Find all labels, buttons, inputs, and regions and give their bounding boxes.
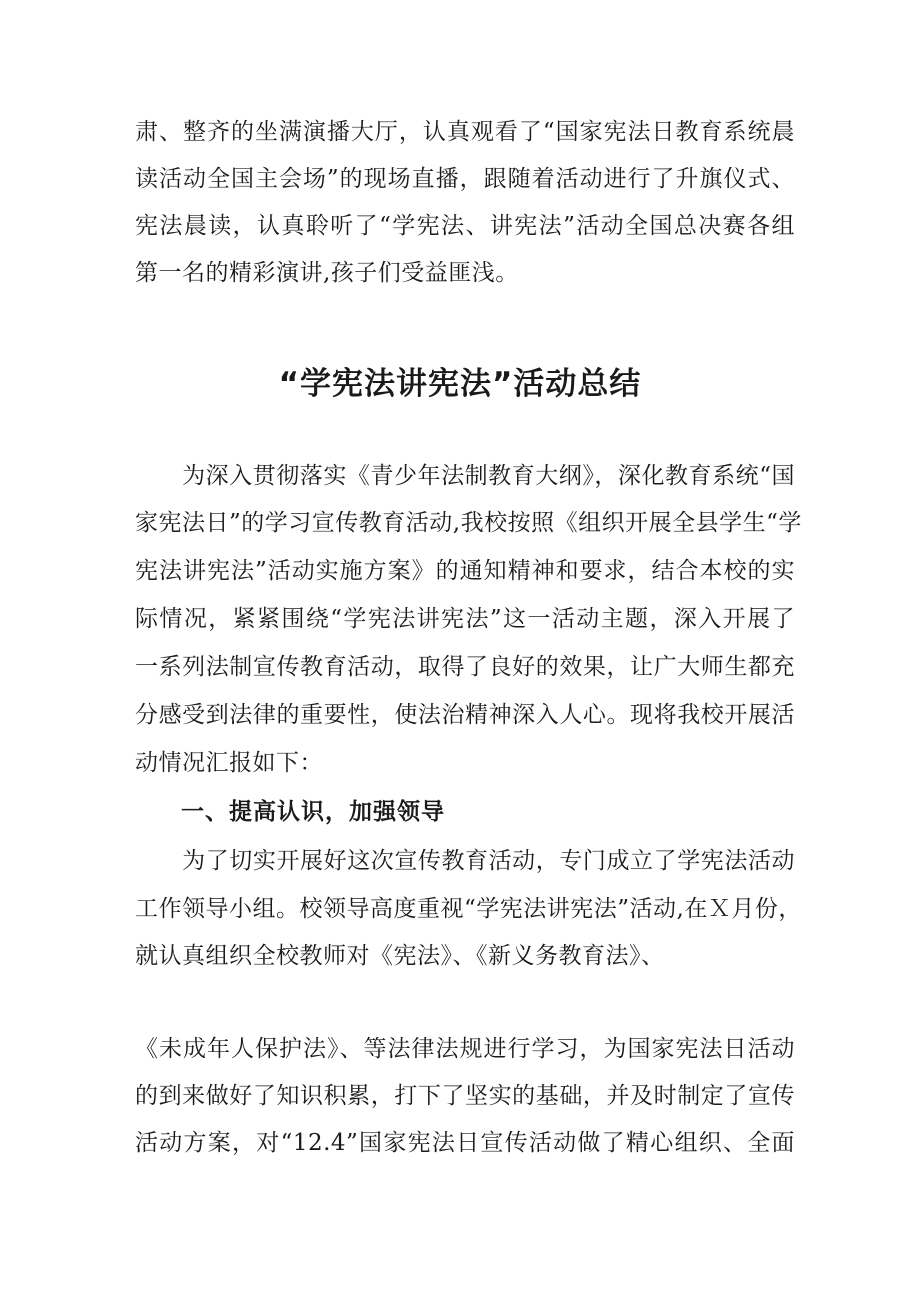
- text-line: 际情况，紧紧围绕“学宪法讲宪法”这一活动主题，深入开展了: [135, 606, 795, 632]
- text-line: 肃、整齐的坐满演播大厅，认真观看了“国家宪法日教育系统晨: [135, 119, 795, 145]
- text-line: 工作领导小组。校领导高度重视“学宪法讲宪法”活动,在Ｘ月份，: [135, 896, 802, 922]
- text-line: 一系列法制宣传教育活动，取得了良好的效果，让广大师生都充: [135, 654, 795, 680]
- text-line: 家宪法日”的学习宣传教育活动,我校按照《组织开展全县学生“学: [135, 510, 802, 536]
- section-heading: 一、提高认识，加强领导: [181, 799, 445, 825]
- text-line: 就认真组织全校教师对《宪法》、《新义务教育法》、: [135, 943, 665, 969]
- text-line: 的到来做好了知识积累，打下了坚实的基础，并及时制定了宣传: [135, 1083, 795, 1109]
- text-line: 《未成年人保护法》、等法律法规进行学习，为国家宪法日活动: [135, 1036, 795, 1062]
- text-line: 宪法晨读，认真聆听了“学宪法、讲宪法”活动全国总决赛各组: [135, 213, 795, 239]
- document-title: “学宪法讲宪法”活动总结: [278, 366, 642, 402]
- text-line: 动情况汇报如下：: [135, 750, 323, 776]
- text-line: 为了切实开展好这次宣传教育活动，专门成立了学宪法活动: [135, 848, 795, 874]
- text-line: 读活动全国主会场”的现场直播，跟随着活动进行了升旗仪式、: [135, 166, 795, 192]
- text-line: 活动方案，对“12.4”国家宪法日宣传活动做了精心组织、全面: [135, 1130, 795, 1156]
- text-line: 为深入贯彻落实《青少年法制教育大纲》，深化教育系统“国: [135, 463, 795, 489]
- text-line: 宪法讲宪法”活动实施方案》的通知精神和要求，结合本校的实: [135, 558, 795, 584]
- text-line: 第一名的精彩演讲,孩子们受益匪浅。: [135, 260, 519, 286]
- text-line: 分感受到法律的重要性，使法治精神深入人心。现将我校开展活: [135, 702, 795, 728]
